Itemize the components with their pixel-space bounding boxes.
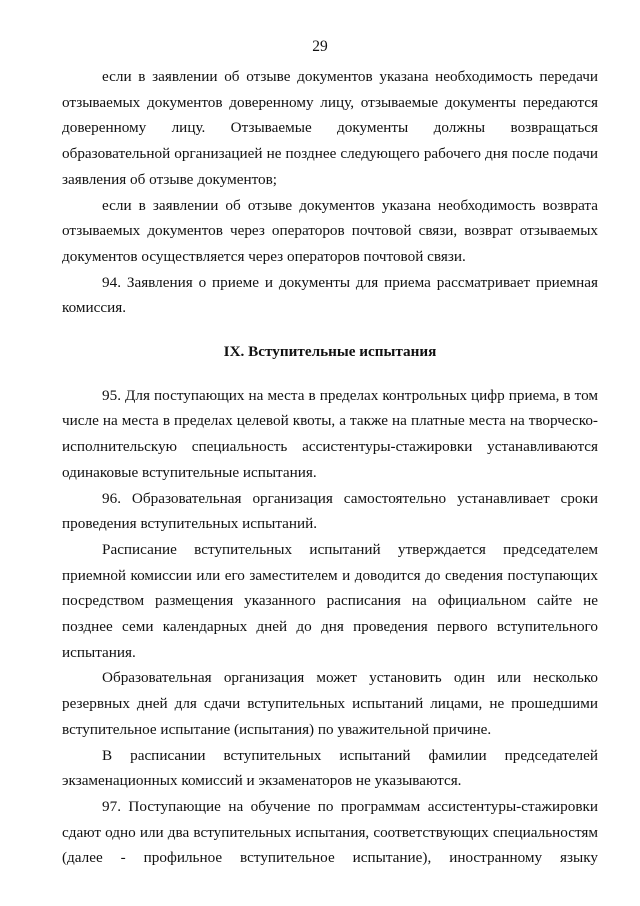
paragraph: 95. Для поступающих на места в пределах контрольных цифр приема, в том числе на места в пределах целевой квоты, а также на платные места на творческо-исполнительскую специальность ассистентуры-стажировки устанавливаются одинаковые вступительные испытания. — [62, 386, 598, 481]
section-heading: IX. Вступительные испытания — [223, 343, 437, 361]
paragraph: Образовательная организация может установить один или несколько резервных дней для сдачи вступительных испытаний лицами, не прошедшими вступительное испытание (испытания) по уважительной причине. — [62, 669, 598, 738]
paragraph: 94. Заявления о приеме и документы для приема рассматривает приемная комиссия. — [62, 273, 598, 317]
paragraph: 97. Поступающие на обучение по программам ассистентуры-стажировки сдают одно или два вступительных испытания, соответствующих специальностям (далее - профильное вступительное испытание), иностранному языку — [62, 797, 598, 867]
paragraph: если в заявлении об отзыве документов указана необходимость передачи отзываемых документов доверенному лицу, отзываемые документы передаются доверенному лицу. Отзываемые документы должны возвращаться образовательной организацией не позднее следующего рабочего дня после подачи заявления об отзыве документов; — [62, 68, 598, 188]
paragraph: В расписании вступительных испытаний фамилии председателей экзаменационных комиссий и экзаменаторов не указываются. — [62, 746, 598, 790]
page-number: 29 — [312, 38, 328, 55]
paragraph: если в заявлении об отзыве документов указана необходимость возврата отзываемых документов через операторов почтовой связи, возврат отзываемых документов осуществляется через операторов почтовой связи. — [62, 196, 598, 265]
paragraph: 96. Образовательная организация самостоятельно устанавливает сроки проведения вступительных испытаний. — [62, 489, 598, 533]
paragraph: Расписание вступительных испытаний утверждается председателем приемной комиссии или его заместителем и доводится до сведения поступающих посредством размещения указанного расписания на официальном сайте не позднее семи календарных дней до дня проведения первого вступительного испытания. — [62, 540, 598, 661]
document-body — [62, 64, 598, 871]
